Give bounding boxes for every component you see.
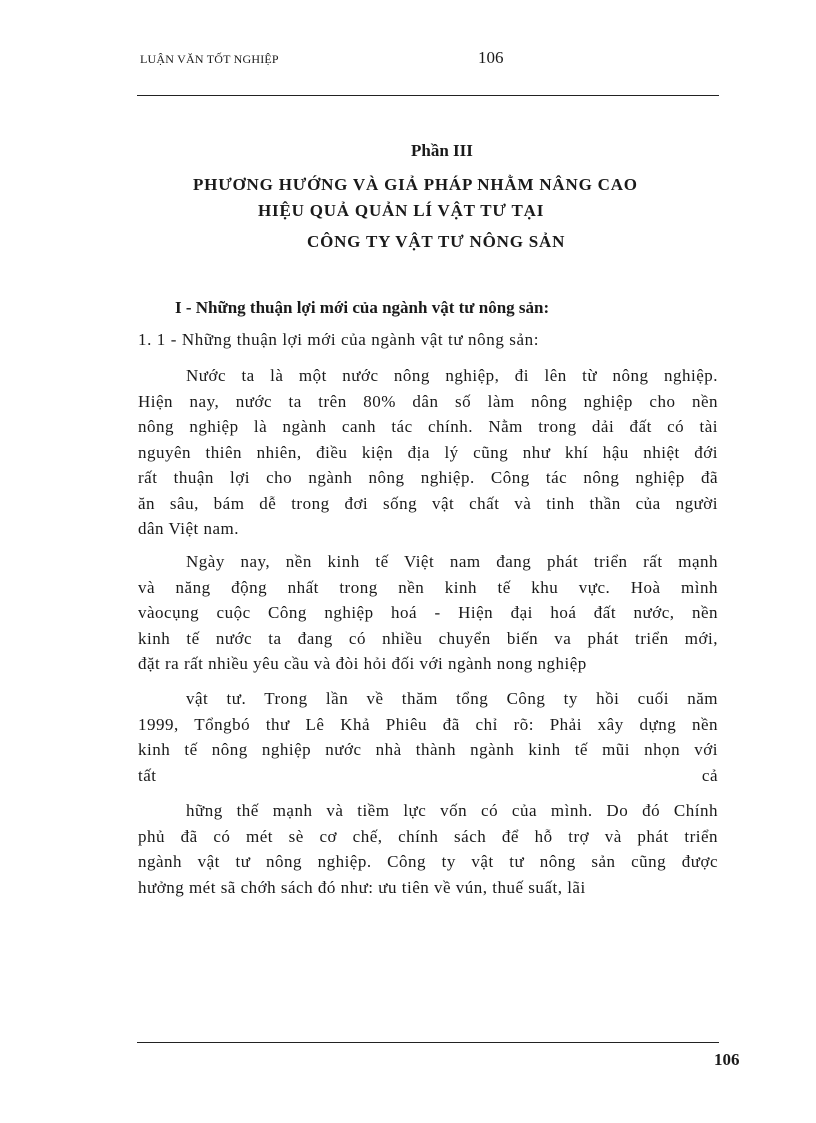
paragraph-line: vàocụng cuộc Công nghiệp hoá - Hiện đại hoá đất nước, nền <box>138 603 718 622</box>
paragraph-line: Ngày nay, nền kinh tế Việt nam đang phát triển rất mạnh <box>186 552 718 571</box>
footer-page-number: 106 <box>714 1050 740 1069</box>
part-heading: Phần III <box>411 141 473 160</box>
paragraph-2 <box>138 549 718 677</box>
paragraph-line: hưởng mét sã chớh sách đó như: ưu tiên về vún, thuế suất, lãi <box>138 877 586 897</box>
paragraph-line: kinh tế nông nghiệp nước nhà thành ngành kinh tế mũi nhọn với <box>138 740 718 759</box>
paragraph-line: vật tư. Trong lần về thăm tổng Công ty hồi cuối năm <box>186 689 718 708</box>
chapter-title-line-3: CÔNG TY VẬT TƯ NÔNG SẢN <box>307 232 566 251</box>
paragraph-line: dân Việt nam. <box>138 519 240 538</box>
subsection-title: 1. 1 - Những thuận lợi mới của ngành vật tư nông sản: <box>138 330 540 349</box>
paragraph-line: nông nghiệp là ngành canh tác chính. Nằm trong dải đất có tài <box>138 417 718 436</box>
footer-divider <box>137 1042 719 1043</box>
paragraph-line: kinh tế nước ta đang có nhiều chuyển biến va phát triển mới, <box>138 628 718 648</box>
chapter-title-line-2: HIỆU QUẢ QUẢN LÍ VẬT TƯ TẠI <box>258 201 545 220</box>
paragraph-line: phủ đã có mét sè cơ chế, chính sách để hỗ trợ và phát triển <box>138 826 718 846</box>
running-header: LUẬN VĂN TỐT NGHIỆP <box>140 52 279 66</box>
paragraph-line: Nước ta là một nước nông nghiệp, đi lên từ nông nghiệp. <box>186 366 718 385</box>
paragraph-line: ngành vật tư nông nghiệp. Công ty vật tư nông sản cũng được <box>138 852 718 871</box>
paragraph-line: rất thuận lợi cho ngành nông nghiệp. Công tác nông nghiệp đã <box>138 468 718 487</box>
paragraph-line: hững thế mạnh và tiềm lực vốn có của mình. Do đó Chính <box>186 801 718 820</box>
paragraph-4 <box>138 798 718 900</box>
paragraph-line: và năng động nhất trong nền kinh tế khu vực. Hoà mình <box>138 577 718 597</box>
chapter-title-line-1: PHƯƠNG HƯỚNG VÀ GIẢ PHÁP NHẰM NÂNG CAO <box>193 175 638 194</box>
paragraph-line: tất cả <box>138 765 718 785</box>
paragraph-line: nguyên thiên nhiên, điều kiện địa lý cũng như khí hậu nhiệt đới <box>138 442 718 462</box>
header-divider <box>137 95 719 96</box>
paragraph-line: Hiện nay, nước ta trên 80% dân số làm nông nghiệp cho nền <box>138 391 718 411</box>
header-page-number: 106 <box>478 48 504 67</box>
paragraph-line: 1999, Tổngbó thư Lê Khả Phiêu đã chỉ rõ: Phải xây dựng nền <box>138 714 718 734</box>
paragraph-line: ăn sâu, bám dễ trong đơi sống vật chất và tinh thần của người <box>138 493 718 513</box>
paragraph-1 <box>138 363 718 542</box>
section-title: I - Những thuận lợi mới của ngành vật tư nông sản: <box>175 298 550 317</box>
paragraph-line: đặt ra rất nhiều yêu cầu và đòi hỏi đối với ngành nong nghiệp <box>138 654 587 673</box>
paragraph-3 <box>138 686 718 788</box>
